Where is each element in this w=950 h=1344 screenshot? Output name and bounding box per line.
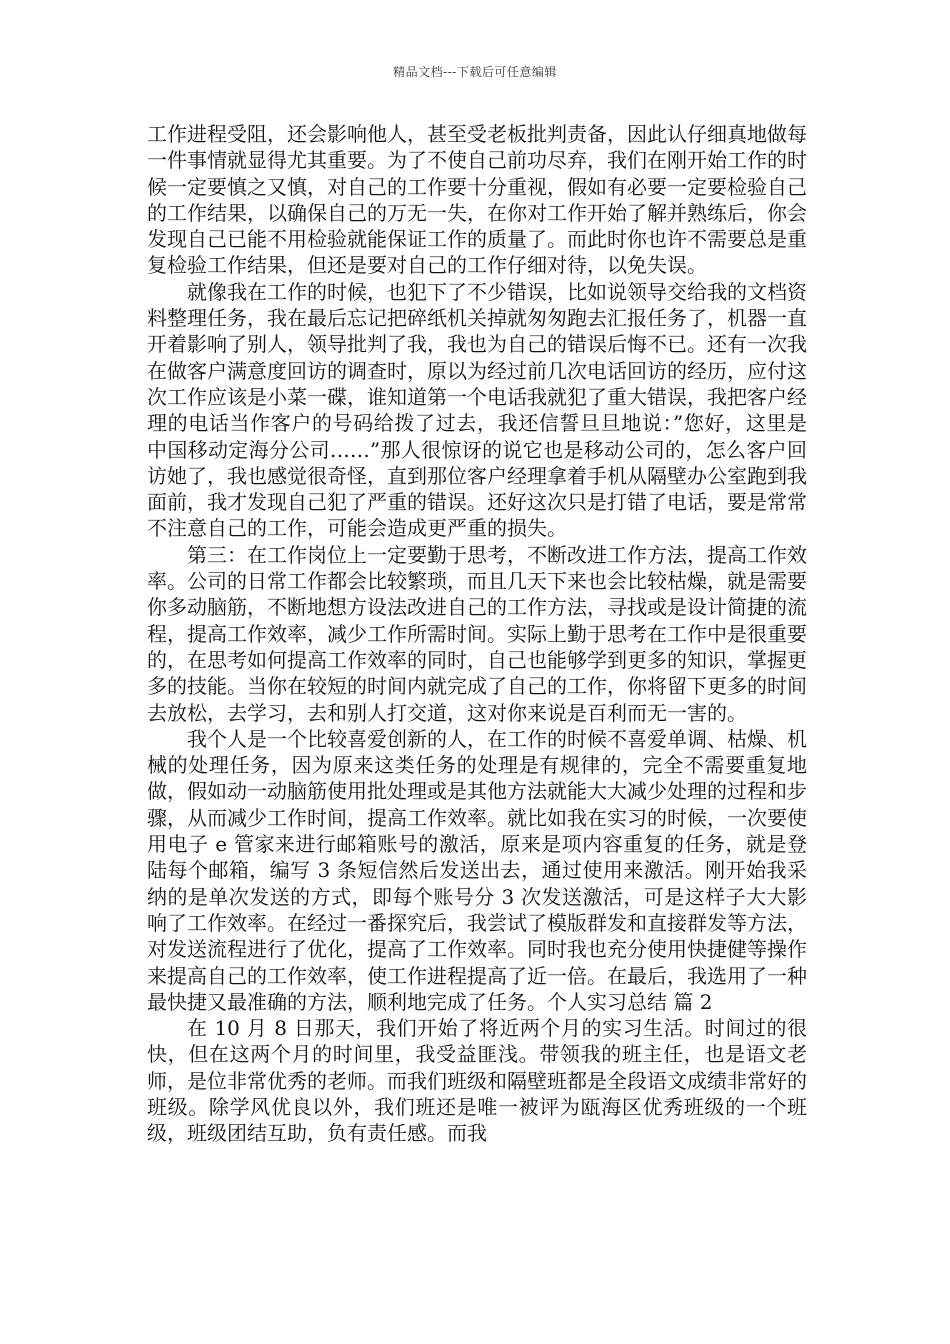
paragraph-4: 我个人是一个比较喜爱创新的人，在工作的时候不喜爱单调、枯燥、机械的处理任务，因为原来这类任务的处理是有规律的，完全不需要重复地做，假如动一动脑筋使用批处理或是其他方法就能大大减少处理的过程和步骤，从而减少工作时间，提高工作效率。就比如我在实习的时候，一次要使用电子 e 管家来进行邮箱账号的激活，原来是项内容重复的任务，就是登陆每个邮箱，编写 3 条短信然后发送出去，通过使用来激活。刚开始我采纳的是单次发送的方式，即每个账号分 3 次发送激活，可是这样子大大影响了工作效率。在经过一番探究后，我尝试了模版群发和直接群发等方法，对发送流程进行了优化，提高了工作效率。同时我也充分使用快捷健等操作来提高自己的工作效率，使工作进程提高了近一倍。在最后，我选用了一种最快捷又最准确的方法，顺利地完成了任务。个人实习总结 篇 2 xyxy=(147,726,807,1014)
paragraph-3: 第三：在工作岗位上一定要勤于思考，不断改进工作方法，提高工作效率。公司的日常工作都会比较繁琐，而且几天下来也会比较枯燥，就是需要你多动脑筋，不断地想方设法改进自己的工作方法，寻找或是设计简捷的流程，提高工作效率，减少工作所需时间。实际上勤于思考在工作中是很重要的，在思考如何提高工作效率的同时，自己也能够学到更多的知识，掌握更多的技能。当你在较短的时间内就完成了自己的工作，你将留下更多的时间去放松，去学习，去和别人打交道，这对你来说是百利而无一害的。 xyxy=(147,542,807,725)
paragraph-1: 工作进程受阻，还会影响他人，甚至受老板批判责备，因此认仔细真地做每一件事情就显得尤其重要。为了不使自己前功尽弃，我们在刚开始工作的时候一定要慎之又慎，对自己的工作要十分重视，假如有必要一定要检验自己的工作结果，以确保自己的万无一失，在你对工作开始了解并熟练后，你会发现自己已能不用检验就能保证工作的质量了。而此时你也许不需要总是重复检验工作结果，但还是要对自己的工作仔细对待，以免失误。 xyxy=(147,122,807,278)
paragraph-5: 在 10 月 8 日那天，我们开始了将近两个月的实习生活。时间过的很快，但在这两个月的时间里，我受益匪浅。带领我的班主任，也是语文老师，是位非常优秀的老师。而我们班级和隔壁班都是全段语文成绩非常好的班级。除学风优良以外，我们班还是唯一被评为瓯海区优秀班级的一个班级，班级团结互助，负有责任感。而我 xyxy=(147,1016,807,1146)
page-header: 精品文档---下载后可任意编辑 xyxy=(393,65,557,79)
document-body xyxy=(147,121,807,1147)
paragraph-2: 就像我在工作的时候，也犯下了不少错误，比如说领导交给我的文档资料整理任务，我在最后忘记把碎纸机关掉就匆匆跑去汇报任务了，机器一直开着影响了别人，领导批判了我，我也为自己的错误后悔不已。还有一次我在做客户满意度回访的调查时，原以为经过前几次电话回访的经历，应付这次工作应该是小菜一碟，谁知道第一个电话我就犯了重大错误，我把客户经理的电话当作客户的号码给拨了过去，我还信誓旦旦地说：”您好，这里是中国移动定海分公司……”那人很惊讶的说它也是移动公司的，怎么客户回访她了，我也感觉很奇怪，直到那位客户经理拿着手机从隔壁办公室跑到我面前，我才发现自己犯了严重的错误。还好这次只是打错了电话，要是常常不注意自己的工作，可能会造成更严重的损失。 xyxy=(147,279,807,541)
